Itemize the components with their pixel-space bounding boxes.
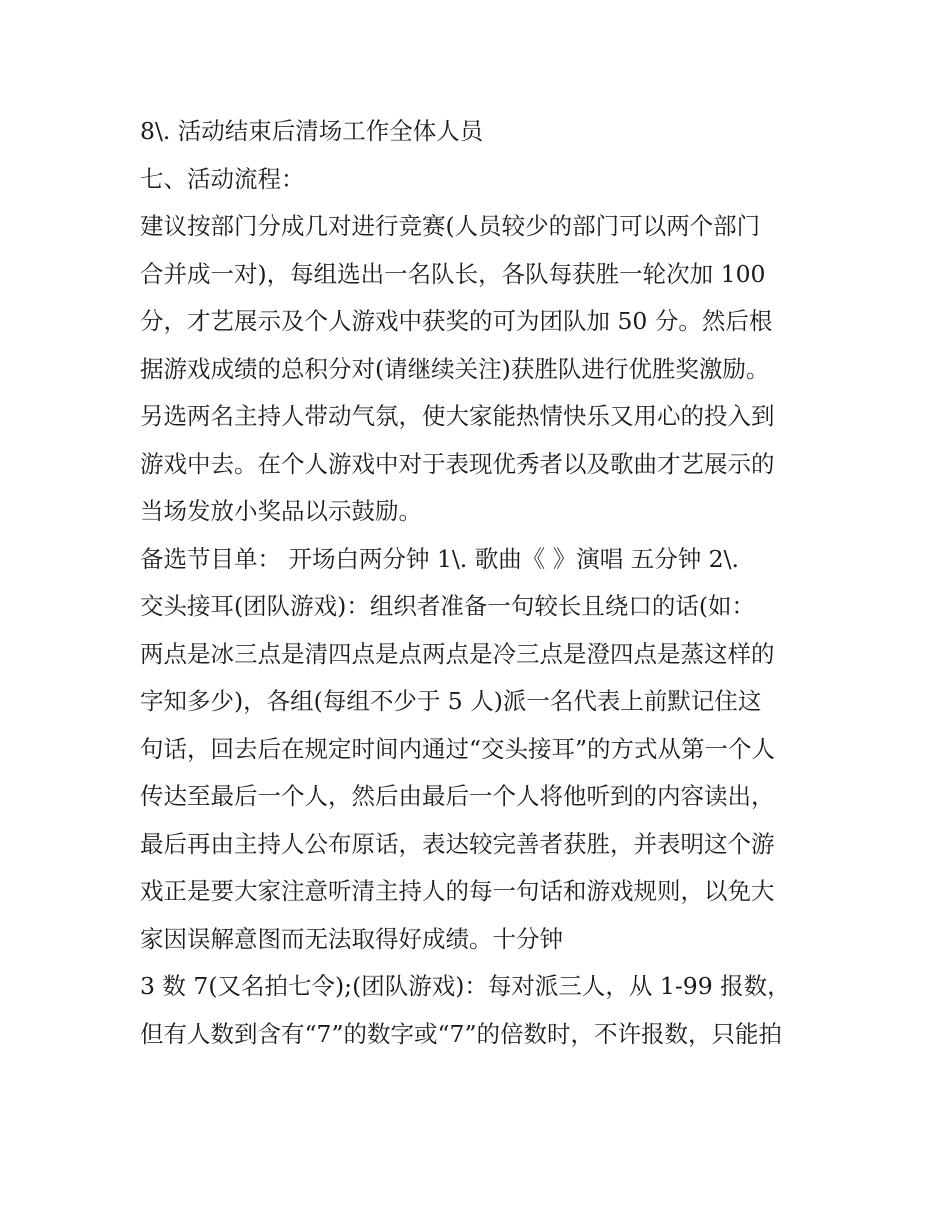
text-line: 字知多少)，各组(每组不少于 5 人)派一名代表上前默记住这 xyxy=(140,687,762,715)
text-line: 据游戏成绩的总积分对(请继续关注)获胜队进行优胜奖激励。 xyxy=(140,354,770,383)
text-line: 8\. 活动结束后清场工作全体人员 xyxy=(140,117,484,145)
text-line: 句话，回去后在规定时间内通过“交头接耳”的方式从第一个人 xyxy=(140,734,776,763)
text-line: 家因误解意图而无法取得好成绩。十分钟 xyxy=(140,924,563,953)
text-line: 备选节目单： 开场白两分钟 1\. 歌曲《 》演唱 五分钟 2\. xyxy=(140,544,739,573)
section-heading: 七、活动流程： xyxy=(140,164,305,193)
text-line: 当场发放小奖品以示鼓励。 xyxy=(140,497,422,525)
text-line: 分，才艺展示及个人游戏中获奖的可为团队加 50 分。然后根 xyxy=(140,307,773,335)
text-line: 合并成一对)，每组选出一名队长，各队每获胜一轮次加 100 xyxy=(140,259,766,288)
text-line: 游戏中去。在个人游戏中对于表现优秀者以及歌曲才艺展示的 xyxy=(140,449,775,478)
text-line: 交头接耳(团队游戏)：组织者准备一句较长且绕口的话(如： xyxy=(140,592,756,620)
text-line: 另选两名主持人带动气氛，使大家能热情快乐又用心的投入到 xyxy=(140,402,775,430)
text-line: 最后再由主持人公布原话，表达较完善者获胜，并表明这个游 xyxy=(140,829,775,858)
text-line: 建议按部门分成几对进行竞赛(人员较少的部门可以两个部门 xyxy=(140,212,761,240)
text-line: 但有人数到含有“7”的数字或“7”的倍数时，不许报数，只能拍 xyxy=(140,1019,782,1048)
text-line: 3 数 7(又名拍七令);(团队游戏)：每对派三人，从 1-99 报数， xyxy=(140,972,791,1000)
document-body xyxy=(140,108,820,1058)
text-line: 传达至最后一个人，然后由最后一个人将他听到的内容读出， xyxy=(140,782,775,810)
text-line: 两点是冰三点是清四点是点两点是冷三点是澄四点是蒸这样的 xyxy=(140,639,775,668)
text-line: 戏正是要大家注意听清主持人的每一句话和游戏规则，以免大 xyxy=(140,877,775,905)
